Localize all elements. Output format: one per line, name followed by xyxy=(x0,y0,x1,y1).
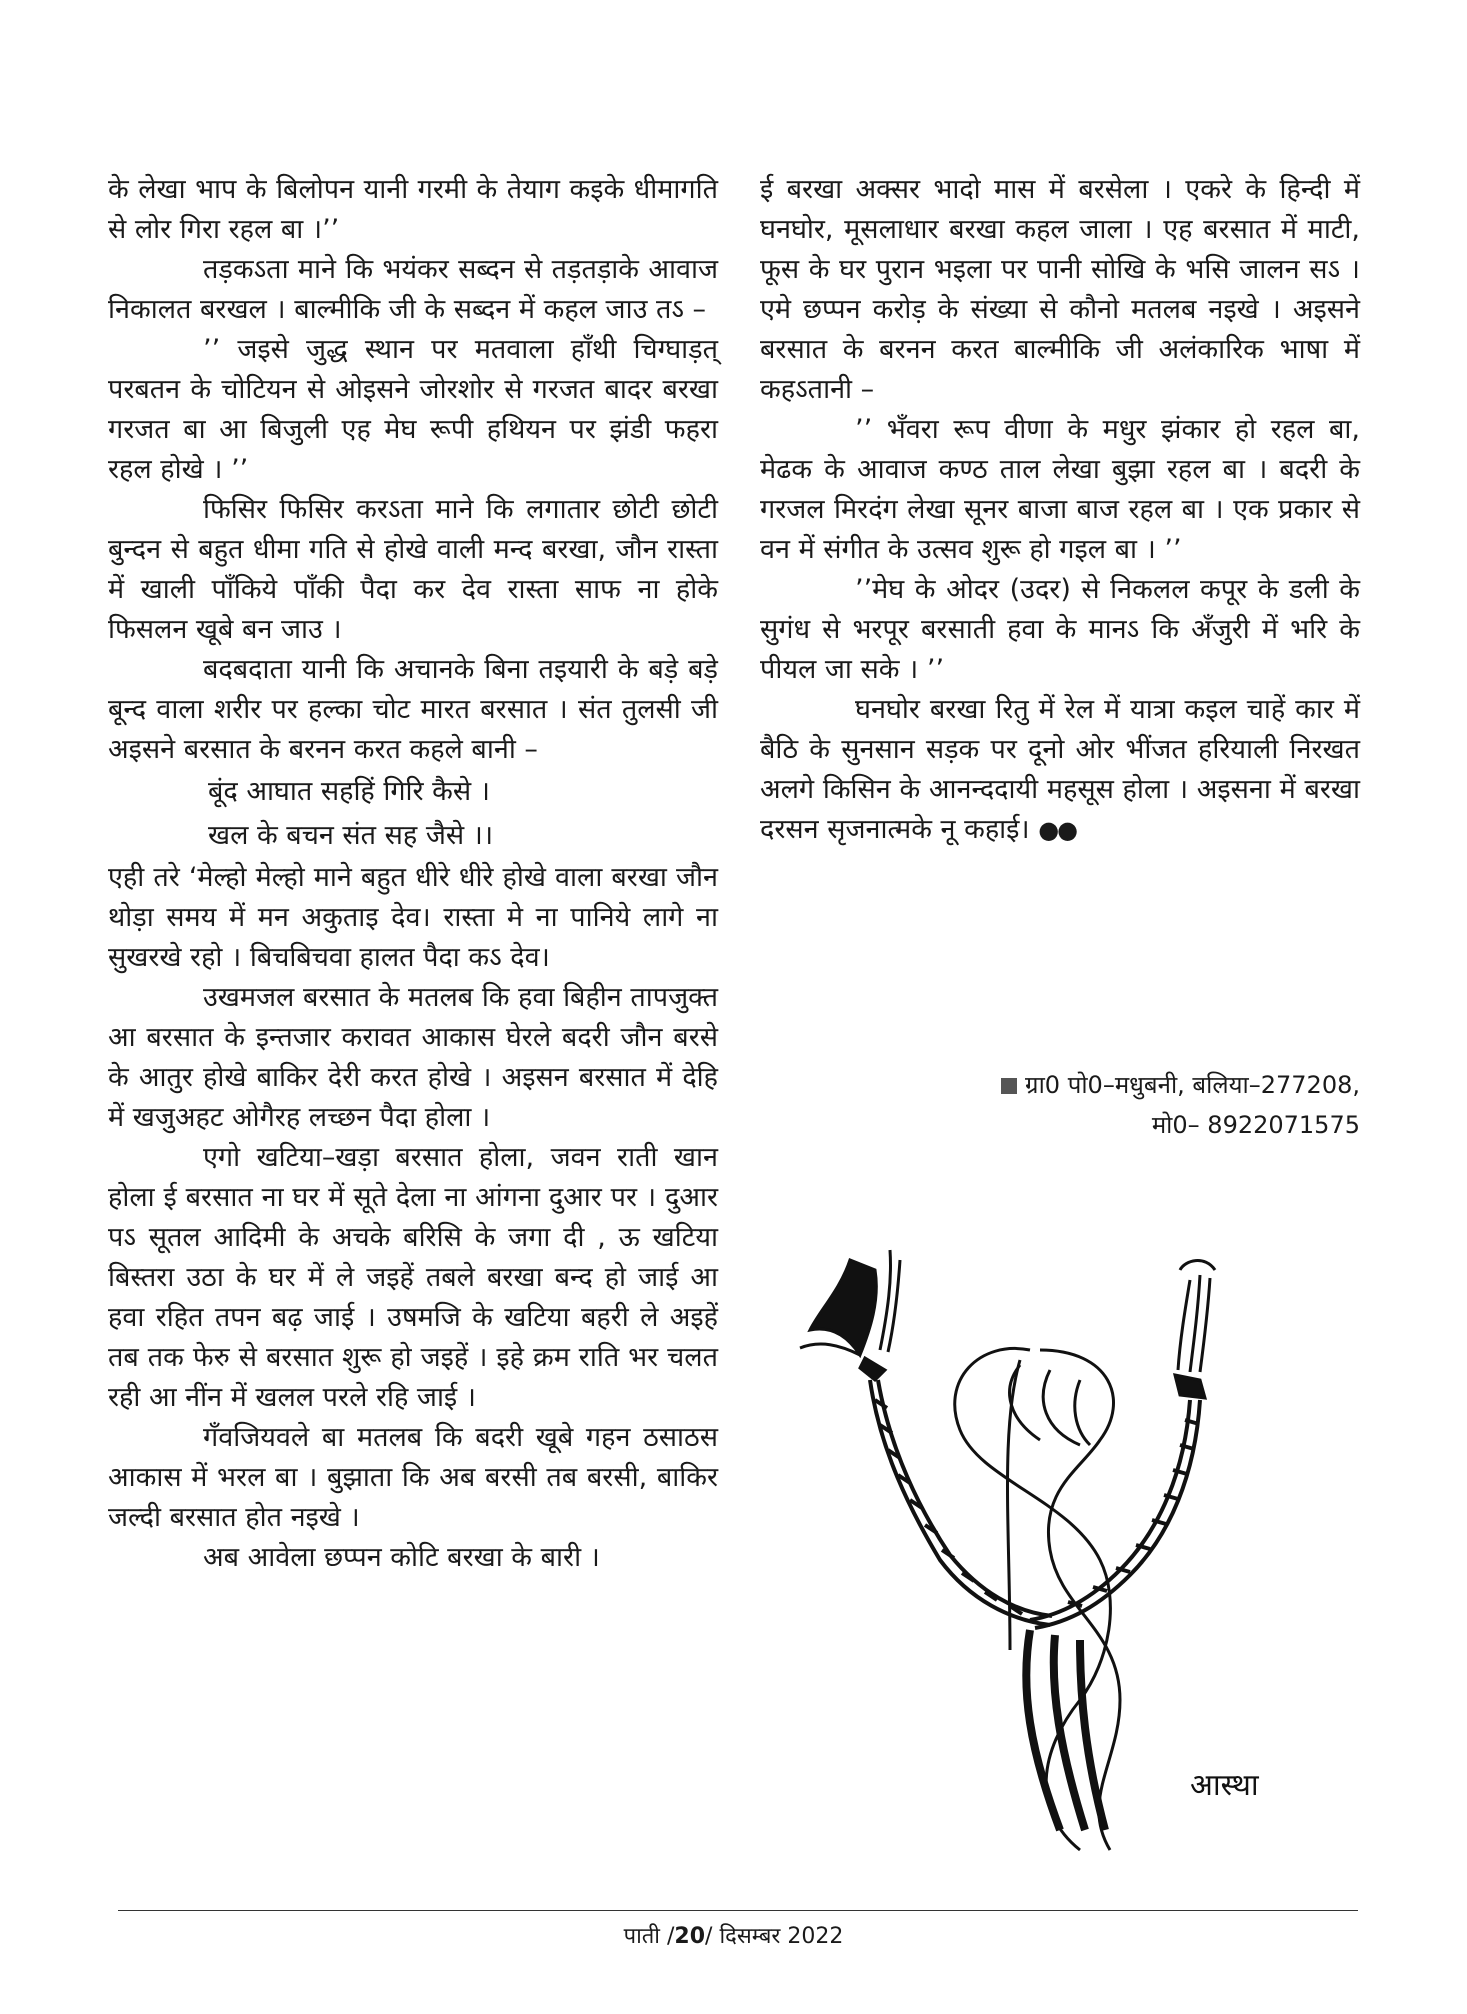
quote-paragraph: ’’मेघ के ओदर (उदर) से निकलल कपूर के डली के सुगंध से भरपूर बरसाती हवा के मानऽ कि अँजुरी में भरि के पीयल जा सके । ’’ xyxy=(760,574,1360,685)
page-number: 20 xyxy=(674,1924,706,1949)
closing-paragraph-text: घनघोर बरखा रितु में रेल में यात्रा कइल चाहें कार में बैठि के सुनसान सड़क पर दूनो ओर भींजत हरियाली निरखत अलगे किसिन के आनन्ददायी महसूस होला । अइसना में बरखा दरसन सृजनात्मके नू कहाई। xyxy=(760,694,1360,845)
artist-signature: आस्था xyxy=(1190,1768,1259,1803)
footer-suffix: / दिसम्बर 2022 xyxy=(705,1924,844,1949)
paragraph: एगो खटिया–खड़ा बरसात होला, जवन राती खान होला ई बरसात ना घर में सूते देला ना आंगना दुआर पर । दुआर पऽ सूतल आदिमी के अचके बरिसि के जगा दी , ऊ खटिया बिस्तरा उठा के घर में ले जइहें तबले बरखा बन्द हो जाई आ हवा रहित तपन बढ़ जाई । उषमजि के खटिया बहरी ले अइहें तब तक फेरु से बरसात शुरू हो जइहें । इहे क्रम राति भर चलत रही आ नींन में खलल परले रहि जाई । xyxy=(108,1142,718,1413)
right-column xyxy=(760,170,1360,850)
quote-paragraph: ’’ जइसे जुद्ध स्थान पर मतवाला हाँथी चिग्घाड़त् परबतन के चोटियन से ओइसने जोरशोर से गरजत बादर बरखा गरजत बा आ बिजुली एह मेघ रूपी हथियन पर झंडी फहरा रहल होखे । ’’ xyxy=(108,334,718,485)
paragraph: तड़कऽता माने कि भयंकर सब्दन से तड़तड़ाके आवाज निकालत बरखल । बाल्मीकि जी के सब्दन में कहल जाउ तऽ – xyxy=(108,254,718,325)
right-tuft-drawing xyxy=(1175,1261,1215,1398)
end-mark: ●● xyxy=(1038,816,1077,844)
paragraph: बदबदाता यानी कि अचानके बिना तइयारी के बड़े बड़े बून्द वाला शरीर पर हल्का चोट मारत बरसात । संत तुलसी जी अइसने बरसात के बरनन करत कहले बानी – xyxy=(108,654,718,765)
paragraph: अब आवेला छप्पन कोटि बरखा के बारी । xyxy=(203,1542,600,1573)
right-braid-drawing xyxy=(1030,1400,1200,1628)
page-footer xyxy=(0,1920,1467,1950)
square-bullet-icon xyxy=(1001,1078,1017,1094)
paragraph xyxy=(760,690,1360,850)
phone-line: मो0– 8922071575 xyxy=(1151,1111,1360,1139)
footer-prefix: पाती / xyxy=(623,1924,675,1949)
paragraph: एही तरे ‘मेल्हो मेल्हो माने बहुत धीरे धीरे होखे वाला बरखा जौन थोड़ा समय में मन अकुताइ देव। रास्ता मे ना पानिये लागे ना सुखरखे रहो । बिचबिचवा हालत पैदा कऽ देव। xyxy=(108,862,718,973)
author-address xyxy=(920,1065,1360,1145)
verse-line: खल के बचन संत सह जैसे ।। xyxy=(208,820,494,851)
address-line xyxy=(920,1065,1360,1105)
paragraph: फिसिर फिसिर करऽता माने कि लगातार छोटी छोटी बुन्दन से बहुत धीमा गति से होखे वाली मन्द बरखा, जौन रास्ता में खाली पाँकिये पाँकी पैदा कर देव रास्ता साफ ना होके फिसलन खूबे बन जाउ । xyxy=(108,494,718,645)
left-braid-drawing xyxy=(870,1380,1052,1625)
paragraph: के लेखा भाप के बिलोपन यानी गरमी के तेयाग कइके धीमागति से लोर गिरा रहल बा ।’’ xyxy=(108,174,718,245)
verse-line: बूंद आघात सहहिं गिरि कैसे । xyxy=(208,776,490,807)
left-tuft-drawing xyxy=(800,1250,900,1380)
left-column xyxy=(108,170,718,1578)
address-text: ग्रा0 पो0–मधुबनी, बलिया–277208, xyxy=(1025,1071,1360,1099)
footer-divider xyxy=(118,1910,1358,1911)
illustration-braids xyxy=(780,1230,1340,1870)
quote-paragraph: ’’ भँवरा रूप वीणा के मधुर झंकार हो रहल बा, मेढक के आवाज कण्ठ ताल लेखा बुझा रहल बा । बदरी के गरजल मिरदंग लेखा सूनर बाजा बाज रहल बा । एक प्रकार से वन में संगीत के उत्सव शुरू हो गइल बा । ’’ xyxy=(760,414,1360,565)
paragraph: गँवजियवले बा मतलब कि बदरी खूबे गहन ठसाठस आकास में भरल बा । बुझाता कि अब बरसी तब बरसी, बाकिर जल्दी बरसात होत नइखे । xyxy=(108,1422,718,1533)
paragraph: ई बरखा अक्सर भादो मास में बरसेला । एकरे के हिन्दी में घनघोर, मूसलाधार बरखा कहल जाला । एह बरसात में माटी, फूस के घर पुरान भइला पर पानी सोखि के भसि जालन सऽ । एमे छप्पन करोड़ के संख्या से कौनो मतलब नइखे । अइसने बरसात के बरनन करत बाल्मीकि जी अलंकारिक भाषा में कहऽतानी – xyxy=(760,174,1360,405)
paragraph: उखमजल बरसात के मतलब कि हवा बिहीन तापजुक्त आ बरसात के इन्तजार करावत आकास घेरले बदरी जौन बरसे के आतुर होखे बाकिर देरी करत होखे । अइसन बरसात में देहि में खजुअहट ओगैरह लच्छन पैदा होला । xyxy=(108,982,718,1133)
